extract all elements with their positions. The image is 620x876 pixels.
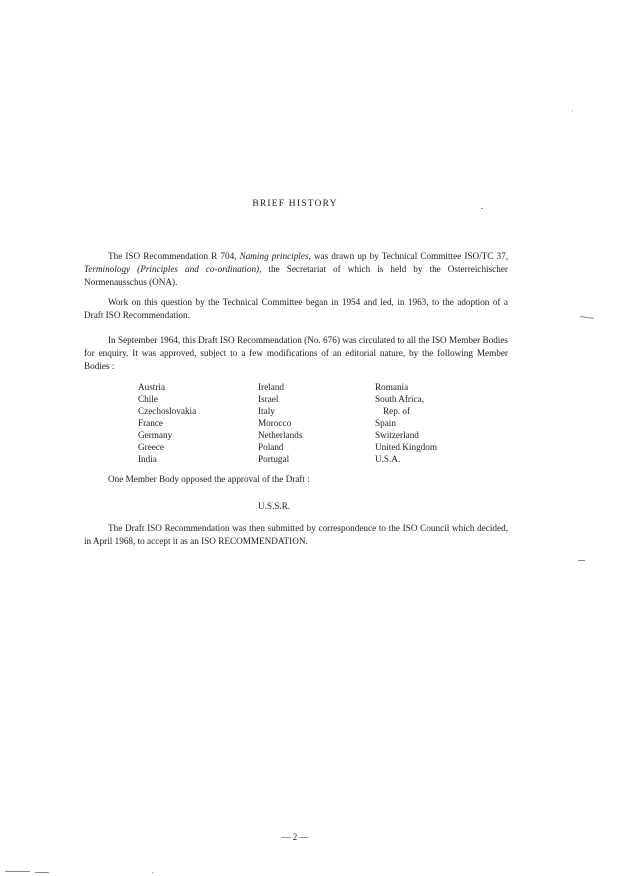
member-column-1 (138, 381, 196, 465)
member-body: Austria (138, 382, 166, 392)
scan-speck (481, 208, 483, 209)
paragraph-origin (84, 250, 508, 289)
p1-text-mid: was drawn up by Technical Committee ISO/TC 37, (310, 251, 508, 261)
paragraph-opposition: One Member Body opposed the approval of the Draft : (108, 474, 310, 484)
page-number: — 2 — (281, 832, 309, 842)
member-body: Spain (375, 418, 396, 428)
member-body: United Kingdom (375, 442, 438, 452)
page-title: BRIEF HISTORY (252, 199, 338, 209)
paragraph-enquiry: In September 1964, this Draft ISO Recommendation (No. 676) was circulated to all the ISO Member Bodies for enquiry. It was approved, subject to a few modifications of an editorial nature, by the following Member Bodies : (84, 335, 508, 371)
member-body: Chile (138, 394, 158, 404)
member-body: Italy (258, 406, 275, 416)
member-body: France (138, 418, 163, 428)
member-body: Germany (138, 430, 173, 440)
member-body: India (138, 454, 157, 464)
p1-text-pre: The ISO Recommendation R 704, (108, 251, 240, 261)
member-body: Israel (258, 394, 279, 404)
member-body: Greece (138, 442, 165, 452)
p1-text-post: the Secretariat of which is held by the Osterreichischer Normenausschus (ONA). (84, 264, 508, 287)
member-column-2 (258, 381, 302, 465)
member-body-continued: Rep. of (383, 406, 411, 416)
member-body: Switzerland (375, 430, 419, 440)
member-body: Netherlands (258, 430, 303, 440)
member-body: Czechoslovakia (138, 406, 197, 416)
scan-mark (578, 560, 585, 561)
scan-speck (152, 872, 153, 873)
p1-title-naming-principles: Naming principles, (239, 251, 311, 261)
member-body: Ireland (258, 382, 285, 392)
paragraph-work-history: Work on this question by the Technical Committee began in 1954 and led, in 1963, to the adoption of a Draft ISO Recommendation. (84, 297, 508, 320)
member-column-3 (375, 381, 437, 465)
member-body: Romania (375, 382, 409, 392)
scan-mark (580, 316, 594, 319)
scan-mark (35, 872, 49, 873)
member-body: Poland (258, 442, 284, 452)
member-body: Portugal (258, 454, 290, 464)
member-body: U.S.A. (375, 454, 401, 464)
member-body: South Africa, (375, 394, 424, 404)
member-body: Morocco (258, 418, 292, 428)
scan-mark (5, 871, 30, 872)
opposing-member-body: U.S.S.R. (258, 501, 291, 511)
p1-title-terminology: Terminology (Principles and co-ordination), (84, 264, 262, 274)
paragraph-acceptance: The Draft ISO Recommendation was then submitted by correspondence to the ISO Council which decided, in April 1968, to accept it as an ISO RECOMMENDATION. (84, 523, 508, 546)
scan-speck (572, 110, 573, 111)
